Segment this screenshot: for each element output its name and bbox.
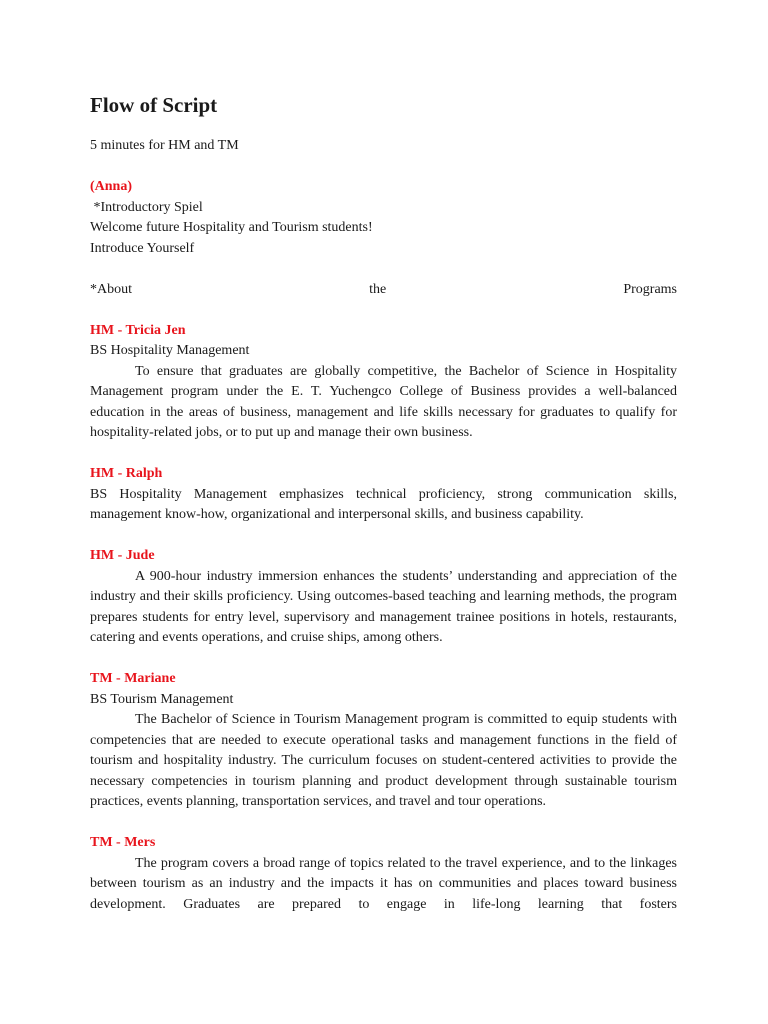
paragraph-hm-jude: A 900-hour industry immersion enhances the students’ understanding and appreciation of the industry and their skills proficiency. Using outcomes-based teaching and learning methods, the program prepares students for entry level, supervisory and management trainee positions in hotels, restaurants, catering and events operations, and cruise ships, among others. xyxy=(90,568,677,645)
program-name-hm: BS Hospitality Management xyxy=(90,343,250,358)
speaker-mers: TM - Mers xyxy=(90,835,156,850)
intro-heading: *Introductory Spiel xyxy=(90,199,203,215)
document-title: Flow of Script xyxy=(90,93,218,117)
paragraph-tm-mariane: The Bachelor of Science in Tourism Management program is committed to equip students with competencies that are needed to execute operational tasks and management functions in the field of tourism and hospitality industry. The curriculum focuses on student-centered activities to provide the necessary competencies in tourism planning and product development through sustainable tourism practices, events planning, transportation services, and travel and tour operations. xyxy=(90,712,677,809)
speaker-anna: (Anna) xyxy=(90,179,133,194)
about-word-3: Programs xyxy=(623,281,677,297)
about-word-1: *About xyxy=(90,281,132,297)
program-name-tm: BS Tourism Management xyxy=(90,691,234,707)
about-programs-heading xyxy=(90,280,677,301)
about-word-2: the xyxy=(369,281,387,297)
paragraph-hm-ralph: BS Hospitality Management emphasizes technical proficiency, strong communication skills, management know-how, organizational and interpersonal skills, and business capability. xyxy=(90,486,677,522)
intro-introduce: Introduce Yourself xyxy=(90,240,195,256)
speaker-mariane: TM - Mariane xyxy=(90,671,176,686)
paragraph-tm-mers: The program covers a broad range of topics related to the travel experience, and to the linkages between tourism as an industry and the impacts it has on communities and places toward business development. Graduates are prepared to engage in life-long learning that fosters xyxy=(90,855,677,912)
speaker-jude: HM - Jude xyxy=(90,548,155,563)
document-page xyxy=(90,92,677,915)
paragraph-hm-tricia: To ensure that graduates are globally competitive, the Bachelor of Science in Hospitality Management program under the E. T. Yuchengco College of Business provides a well-balanced education in the areas of business, management and life skills necessary for graduates to qualify for hospitality-related jobs, or to put up and manage their own business. xyxy=(90,363,677,440)
intro-welcome: Welcome future Hospitality and Tourism students! xyxy=(90,220,373,235)
speaker-ralph: HM - Ralph xyxy=(90,466,163,481)
speaker-tricia-jen: HM - Tricia Jen xyxy=(90,322,186,338)
duration-note: 5 minutes for HM and TM xyxy=(90,138,239,153)
